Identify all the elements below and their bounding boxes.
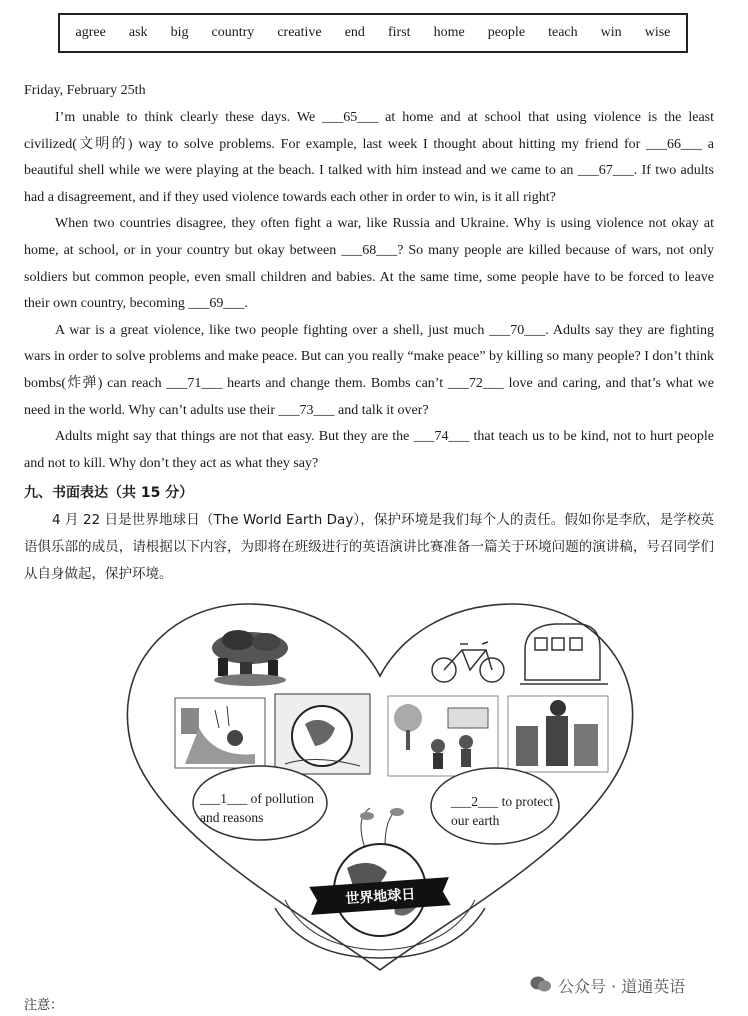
paragraph-4 <box>24 424 714 477</box>
passage-date: Friday, February 25th <box>24 83 146 98</box>
blank-69: ___69___ <box>188 296 245 312</box>
water-pollution-icon <box>175 698 265 768</box>
heart-illustration <box>120 598 640 973</box>
text: of pollution <box>247 791 314 806</box>
blank-1: ___1___ <box>200 791 248 806</box>
banner-text: 世界地球日 <box>344 886 416 908</box>
word-bank-item: big <box>170 25 189 40</box>
word-bank <box>58 13 688 53</box>
word-bank-item: end <box>344 25 365 40</box>
text: our earth <box>451 813 500 828</box>
blank-72: ___72___ <box>447 375 504 391</box>
blank-68: ___68___ <box>341 242 398 258</box>
paragraph-1 <box>24 105 714 211</box>
passage <box>24 105 714 477</box>
recycling-bins-icon <box>508 696 608 772</box>
text: at home and at school that using violence is the least civilized(文明的) way to solve problems. For example, last week I thought about hitting my friend for <box>24 110 714 152</box>
word-bank-item: ask <box>128 25 148 40</box>
watermark <box>530 974 685 997</box>
wechat-icon <box>530 975 552 997</box>
paragraph-2 <box>24 211 714 317</box>
earth-pollution-icon <box>275 694 370 774</box>
word-bank-item: country <box>211 25 255 40</box>
text: to protect <box>498 794 553 809</box>
text: hearts and change them. Bombs can’t <box>222 375 448 391</box>
word-bank-item: first <box>387 25 411 40</box>
smog-pollution-icon <box>212 630 288 686</box>
left-bubble-text <box>200 789 314 827</box>
word-bank-item: win <box>600 25 622 40</box>
blank-71: ___71___ <box>166 375 223 391</box>
word-bank-item: wise <box>644 25 671 40</box>
text: that teach us to be kind, not to hurt people and not to kill. Why don’t they act as what they say? <box>24 429 714 471</box>
text: . <box>244 296 248 312</box>
right-bubble-text <box>451 792 553 830</box>
task-instructions: 4 月 22 日是世界地球日（The World Earth Day），保护环境是我们每个人的责任。假如你是李欣，是学校英语俱乐部的成员，请根据以下内容，为即将在班级进行的英语演讲比赛准备一篇关于环境问题的演讲稿，号召同学们从自身做起，保护环境。 <box>24 512 714 582</box>
text: . If two adults had a disagreement, and if they used violence towards each other in order to win, is it all right? <box>24 163 714 205</box>
footer-note: 注意： <box>24 998 64 1013</box>
paragraph-3 <box>24 318 714 424</box>
blank-2: ___2___ <box>451 794 499 809</box>
blank-66: ___66___ <box>646 136 703 152</box>
blank-65: ___65___ <box>322 110 379 125</box>
text: . Adults say they are fighting wars in order to solve problems and make peace. But can you really “make peace” by killing so many people? I don’t think bombs(炸弹) can reach <box>24 322 714 391</box>
text: love and caring, and that’s what we need in the world. Why can’t adults use their <box>24 375 714 418</box>
word-bank-item: home <box>433 25 465 40</box>
blank-70: ___70___ <box>489 322 546 338</box>
text: I’m unable to think clearly these days. We <box>55 110 323 125</box>
watermark-text: 公众号 · 道通英语 <box>558 977 686 996</box>
text: ? So many people are killed because of wars, not only soldiers but common people, even small children and babies. At the same time, some people have to be forced to leave their own country, becoming <box>24 242 714 312</box>
writing-task <box>24 507 714 588</box>
text: A war is a great violence, like two people fighting over a shell, just much <box>55 322 490 338</box>
word-bank-item: agree <box>75 25 106 40</box>
section-title: 九、书面表达（共 15 分） <box>24 485 194 501</box>
text: and reasons <box>200 810 264 825</box>
planting-trees-icon <box>388 696 498 776</box>
text: and talk it over? <box>334 402 429 418</box>
word-bank-item: creative <box>277 25 322 40</box>
blank-67: ___67___ <box>577 163 634 179</box>
text: Adults might say that things are not that easy. But they are the <box>55 429 414 445</box>
blank-74: ___74___ <box>413 429 470 445</box>
word-bank-item: teach <box>548 25 578 40</box>
bicycle-icon <box>432 642 504 682</box>
text: When two countries disagree, they often fight a war, like Russia and Ukraine. Why is using violence not okay at home, at school, or in your country but okay between <box>24 216 714 258</box>
word-bank-item: people <box>487 25 526 40</box>
blank-73: ___73___ <box>278 402 335 418</box>
text: a beautiful shell while we were playing at the beach. I talked with him instead and we came to an <box>24 136 714 179</box>
